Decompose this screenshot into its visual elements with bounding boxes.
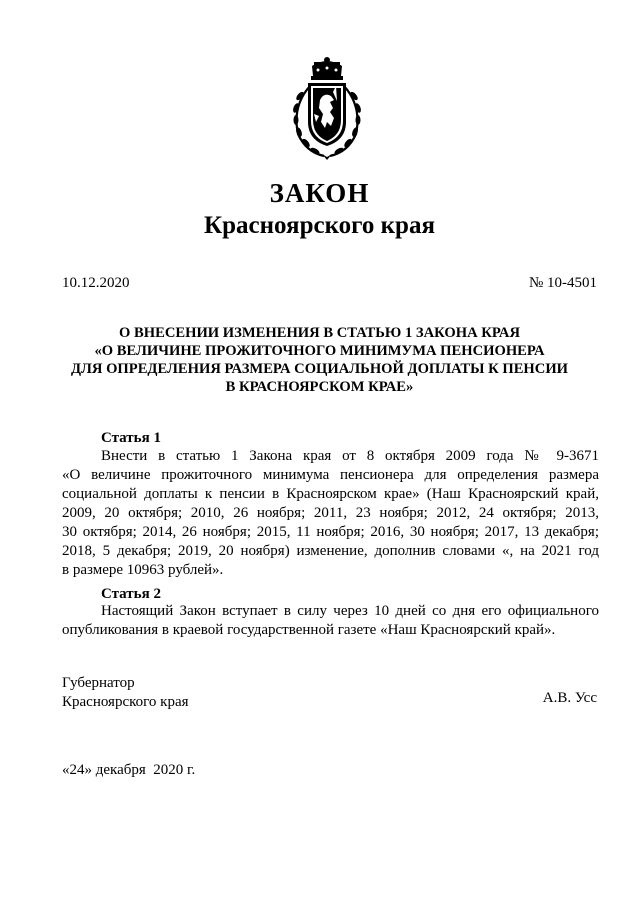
- article-1-title: Статья 1: [101, 430, 161, 446]
- law-heading: [40, 324, 599, 396]
- text-line: социальной доплаты к пенсии в Красноярском крае» (Наш Красноярский край,: [62, 486, 599, 502]
- governor-line: Губернатор: [62, 675, 135, 691]
- text-line: опубликования в краевой государственной газете «Наш Красноярский край».: [62, 622, 556, 638]
- text-line: Внести в статью 1 Закона края от 8 октября 2009 года № 9-3671: [101, 448, 599, 464]
- governor-line: Красноярского края: [62, 694, 189, 710]
- governor-title: [62, 674, 189, 712]
- document-subtitle: Красноярского края: [204, 212, 435, 239]
- article-2-title: Статья 2: [101, 586, 161, 602]
- text-line: 2009, 20 октября; 2010, 26 ноября; 2011, 23 ноября; 2012, 24 октября; 2013,: [62, 505, 599, 521]
- text-line: «О величине прожиточного минимума пенсионера для определения размера: [62, 467, 599, 483]
- document-title: ЗАКОН: [269, 178, 370, 208]
- text-line: в размере 10963 рублей».: [62, 562, 224, 578]
- heading-line: О ВНЕСЕНИИ ИЗМЕНЕНИЯ В СТАТЬЮ 1 ЗАКОНА КРАЯ: [119, 325, 520, 341]
- text-line: 2018, 5 декабря; 2019, 20 ноября) изменение, дополнив словами «, на 2021 год: [62, 543, 599, 559]
- text-line: 30 октября; 2014, 26 ноября; 2015, 11 ноября; 2016, 30 ноября; 2017, 13 декабря;: [62, 524, 599, 540]
- document-date: 10.12.2020: [62, 275, 130, 291]
- heading-line: В КРАСНОЯРСКОМ КРАЕ»: [225, 379, 414, 395]
- text-line: Настоящий Закон вступает в силу через 10 дней со дня его официального: [101, 603, 599, 619]
- article-1-text: [62, 447, 599, 580]
- heading-line: ДЛЯ ОПРЕДЕЛЕНИЯ РАЗМЕРА СОЦИАЛЬНОЙ ДОПЛАТЫ К ПЕНСИИ: [70, 361, 569, 377]
- coat-of-arms-emblem: [284, 56, 370, 162]
- signatory-name: А.В. Усс: [542, 690, 597, 706]
- document-number: № 10-4501: [528, 275, 597, 291]
- heading-line: «О ВЕЛИЧИНЕ ПРОЖИТОЧНОГО МИНИМУМА ПЕНСИОНЕРА: [94, 343, 545, 359]
- article-2-text: [62, 602, 599, 640]
- signing-date: «24» декабря 2020 г.: [62, 762, 196, 778]
